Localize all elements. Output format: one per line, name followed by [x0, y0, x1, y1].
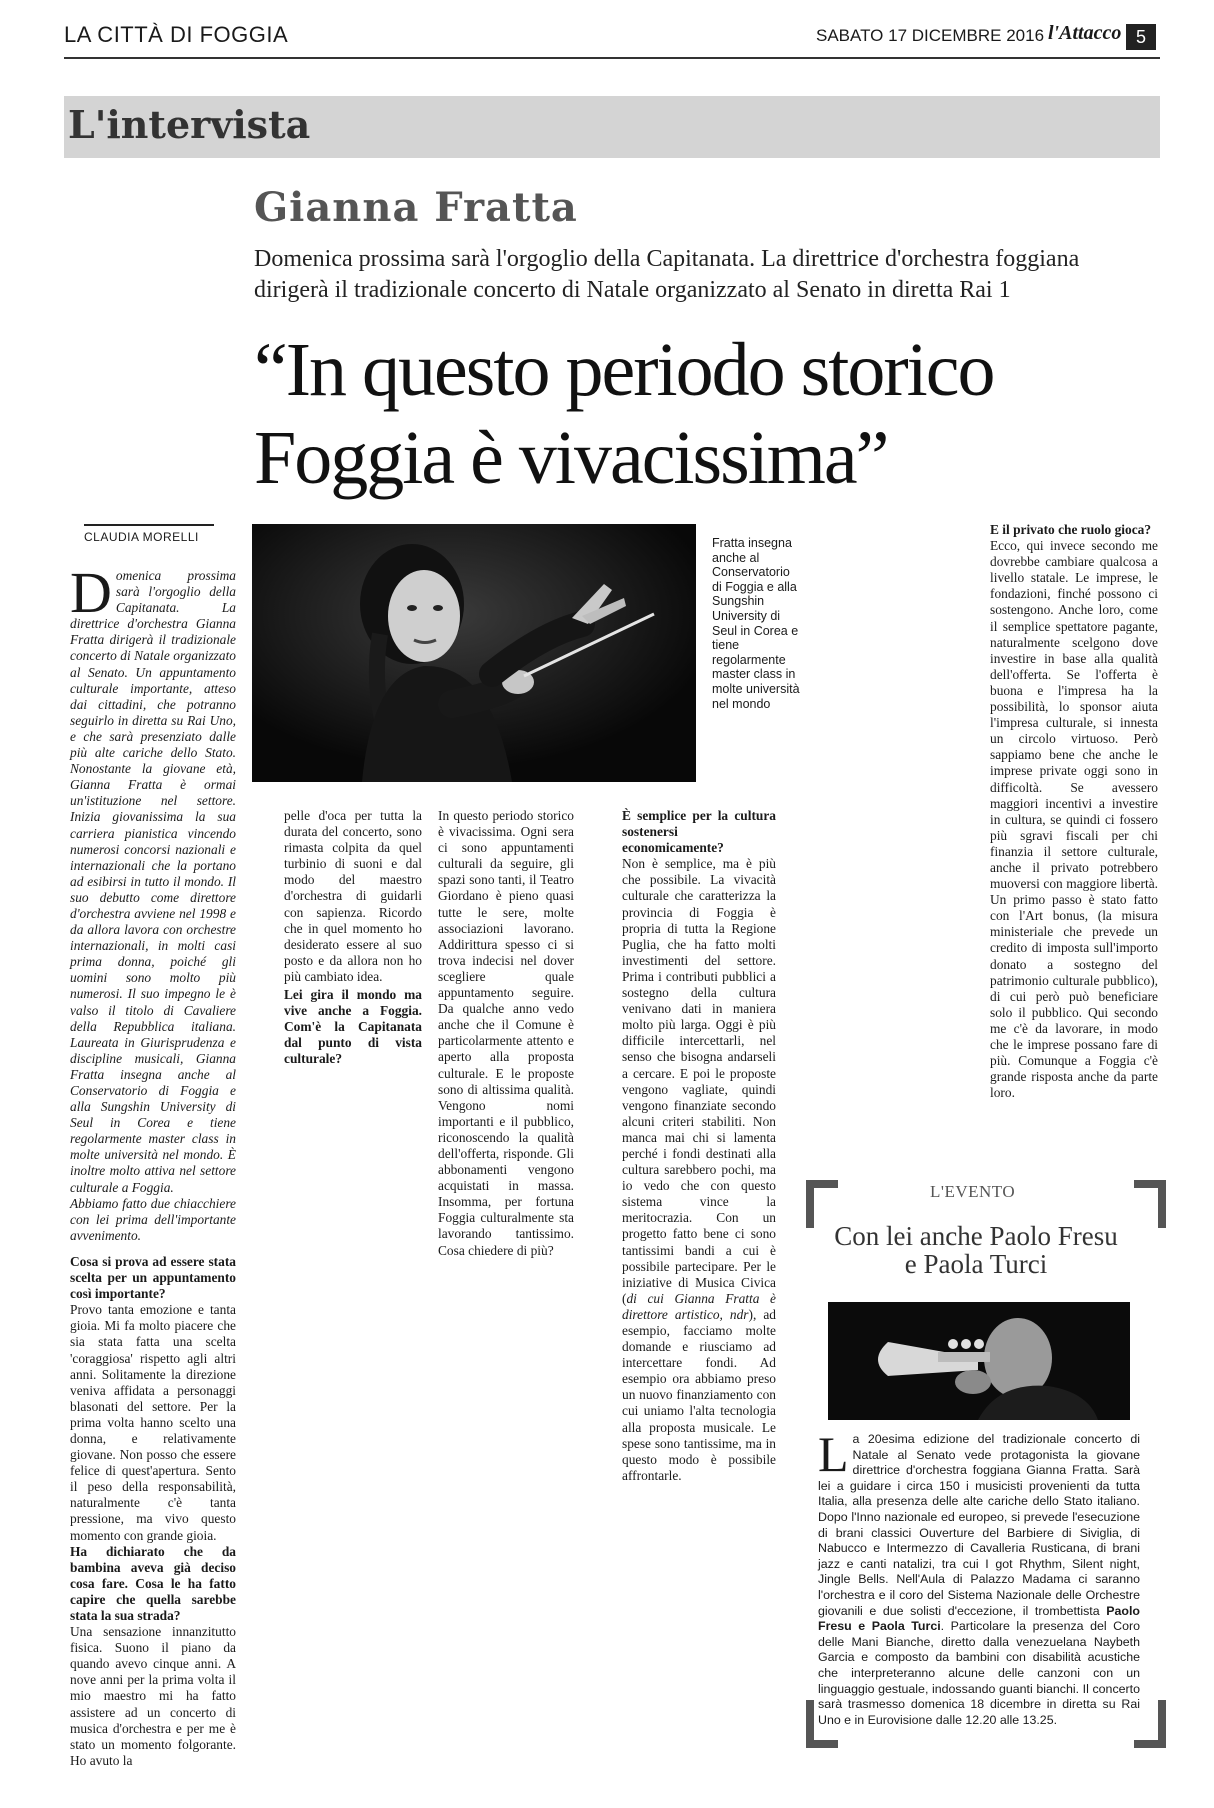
conductor-photo-illustration [252, 524, 696, 782]
answer-2-continued: pelle d'oca per tutta la durata del concerto, sono rimasta colpita da quel turbinio di suoni e dal modo del maestro d'orchestra di guidarli con sapienza. Ricordo che in quel momento ho desiderato essere al suo posto e da allora non ho più cambiato idea. [284, 808, 422, 984]
event-title: Con lei anche Paolo Fresu e Paola Turci [834, 1221, 1118, 1279]
event-drop-cap: L [818, 1426, 849, 1482]
answer-3: In questo periodo storico è vivacissima. Ogni sera ci sono appuntamenti culturali da seguire, gli spazi sono tanti, il Teatro Giordano è pieno quasi tutte le sere, molte associazioni lavorano. Addirittura spesso ci si trova indecisi nel dover scegliere quale appuntamento seguire. Da qualche anno vedo anche che il Comune è particolarmente attento e aperto alla proposta culturale. E le proposte sono di altissima qualità. Vengono nomi importanti e il pubblico, riconoscendo la qualità dell'offerta, risponde. Gli abbonamenti vengono acquistati in massa. Insomma, per fortuna Foggia culturalmente sta lavorando tantissimo. Cosa chiedere di più? [438, 808, 574, 1258]
byline-rule [84, 524, 214, 526]
question-1: Cosa si prova ad essere stata scelta per un appuntamento così importante? [70, 1253, 236, 1302]
article-column-4 [622, 808, 776, 1484]
headline-line-2: Foggia è vivacissima” [254, 416, 888, 500]
page-number: 5 [1126, 24, 1156, 50]
answer-4 [622, 856, 776, 1484]
byline: CLAUDIA MORELLI [84, 530, 199, 544]
issue-date: SABATO 17 DICEMBRE 2016 [816, 26, 1045, 45]
event-text [818, 1426, 1141, 1728]
article-column-1 [70, 560, 236, 1769]
box-corner-top-left [806, 1180, 838, 1228]
event-kicker: L'EVENTO [930, 1182, 1016, 1201]
answer-4-note: di cui Gianna Fratta è direttore artistico, ndr [622, 1290, 776, 1322]
event-text-start: a 20esima edizione del tradizionale concerto di Natale al Senato vede protagonista la giovane direttrice d'orchestra foggiana Gianna Fratta. Sarà lei a guidare i circa 150 i musicisti provenienti da tutta Italia, alla presenza delle alte cariche dello Stato italiano. Dopo l'Inno nazionale ed europeo, si prevede l'esecuzione di brani classici Ouverture del Barbiere di Siviglia, di Nabucco e Intermezzo di Cavalleria Rusticana, di brani jazz e canti natalizi, tra cui I got Rhythm, Silent night, Jingle Bells. Nell'Aula di Palazzo Madama ci saranno l'orchestra e il coro del Sistema Nazionale delle Orchestre giovanili e due solisti d'eccezione, il trombettista [818, 1432, 1140, 1618]
question-3: Lei gira il mondo ma vive anche a Foggia. Com'è la Capitanata dal punto di vista culturale? [284, 987, 422, 1067]
question-5: E il privato che ruolo gioca? [990, 522, 1152, 537]
article-headline [254, 326, 1174, 502]
article-column-2 [284, 808, 422, 1068]
intro-text: omenica prossima sarà l'orgoglio della Capitanata. La direttrice d'orchestra Gianna Fratta dirigerà il tradizionale concerto di Natale organizzato al Senato. Un appuntamento culturale importante, atteso dai cittadini, che potranno seguirlo in diretta su Rai Uno, e che sarà presenziato dalle più alte cariche dello Stato. Nonostante la giovane età, Gianna Fratta è ormai un'istituzione nel settore. Inizia giovanissima la sua carriera pianistica vincendo numerosi concorsi nazionali e internazionali che la portano ad esibirsi in tutto il mondo. Il suo debutto come direttore d'orchestra avviene nel 1998 e da allora lavora con orchestre internazionali, in molti casi prima donna, poiché gli uomini sono molto più numerosi. Il suo impegno le è valso il titolo di Cavaliere della Repubblica italiana. Laureata in Giurisprudenza e discipline musicali, Gianna Fratta insegna anche al Conservatorio di Foggia e alla Sungshin University di Seul in Corea e tiene regolarmente master class in molte università nel mondo. È inoltre molto attiva nel settore culturale a Foggia. [70, 568, 236, 1195]
article-deck: Domenica prossima sarà l'orgoglio della Capitanata. La direttrice d'orchestra foggiana dirigerà il tradizionale concerto di Natale organizzato al Senato in diretta Rai 1 [254, 246, 1080, 303]
rubric-title: L'intervista [68, 102, 311, 147]
trumpeter-photo-illustration [828, 1302, 1130, 1420]
interviewee-name: Gianna Fratta [254, 184, 578, 231]
box-corner-top-right [1134, 1180, 1166, 1228]
drop-cap: D [70, 560, 112, 625]
spacer [70, 1244, 236, 1254]
answer-4-end: ), ad esempio, facciamo molte domande e riusciamo ad intercettare fondi. Ad esempio ora abbiamo preso un nuovo finanziamento con cui uniamo l'alta tecnologia alla proposta musicale. Le spese sono tantissime, ma in questo modo è possibile affrontarle. [622, 1306, 776, 1483]
photo-caption: Fratta insegna anche al Conservatorio di Foggia e alla Sungshin University di Seul in Corea e tiene regolarmente master class in molte università nel mondo [712, 536, 800, 711]
header-rule [64, 57, 1160, 59]
answer-1: Provo tanta emozione e tanta gioia. Mi fa molto piacere che sia stata fatta una scelta 'coraggiosa' rispetto agli altri anni. Solitamente la direzione veniva affidata a personaggi blasonati del settore. Per la prima volta hanno scelto una donna, e relativamente giovane. Non posso che essere felice di quest'apertura. Sento il peso della responsabilità, naturalmente c'è tanta pressione, ma vivo questo momento con grande gioia. [70, 1302, 236, 1543]
answer-2: Una sensazione innanzitutto fisica. Suono il piano da quando avevo cinque anni. A nove anni per la prima volta il mio maestro mi ha fatto assistere ad un concerto di musica d'orchestra e per me è stato un momento folgorante. Ho avuto la [70, 1624, 236, 1768]
answer-5: Ecco, qui invece secondo me dovrebbe cambiare qualcosa a livello statale. Le imprese, le fondazioni, finché possono ci sostengono. Anche loro, come il semplice spettatore pagante, naturalmente scelgono dove investire in base alla qualità dell'offerta. Se l'offerta è buona e l'impresa ha la possibilità, lo sponsor aiuta l'impresa culturale, si innesta un circolo virtuoso. Però sappiamo bene che anche le imprese private oggi sono in difficoltà. Se avessero maggiori incentivi a investire in cultura, se quindi ci fossero più sgravi fiscali per chi finanzia il settore culturale, anche il privato potrebbero muoversi con maggiore libertà. Un primo passo è stato fatto con l'Art bonus, (la misura ministeriale che prevede un credito di imposta sull'importo donato a sostegno del patrimonio culturale pubblico), di cui però può beneficiare solo il pubblico. Qui secondo me c'è da lavorare, in modo che le imprese possano fare di più. Comunque a Foggia c'è grande risposta anche da parte loro. [990, 538, 1158, 1101]
answer-4-text: Non è semplice, ma è più che possibile. La vivacità culturale che caratterizza la provincia di Foggia è propria di tutta la Regione Puglia, che ha fatto molti investimenti del settore. Prima i contributi pubblici a sostegno della cultura venivano dati in maniera molto più larga. Oggi è più difficile intercettarli, nel senso che bisogna andarseli a cercare. E poi le proposte vengono vagliate, quindi vengono finanziate secondo alcuni criteri stabiliti. Non manca mai chi si lamenta perché i fondi destinati alla cultura sarebbero pochi, ma io vedo che con questo sistema vince la meritocrazia. Con un progetto fatto bene ci sono tantissimi bandi a cui è possibile partecipare. Per le iniziative di Musica Civica ( [622, 856, 776, 1306]
intro-paragraph [70, 560, 236, 1196]
question-4: È semplice per la cultura sostenersi economicamente? [622, 808, 776, 856]
article-column-3 [438, 808, 574, 1259]
newspaper-logo: l'Attacco [1048, 22, 1122, 44]
event-text-names: Paolo Fresu e Paola Turci [818, 1603, 1140, 1634]
section-name: LA CITTÀ DI FOGGIA [64, 22, 289, 47]
intro-closing: Abbiamo fatto due chiacchiere con lei prima dell'importante avvenimento. [70, 1195, 236, 1243]
event-text-end: . Particolare la presenza del Coro delle Mani Bianche, diretto dalla venezuelana Naybeth Garcia e composto da bambini con disabilità acustiche che interpreteranno alcune delle canzoni con un linguaggio gestuale, indossando guanti bianchi. Il concerto sarà trasmesso domenica 18 dicembre in diretta su Rai Uno e in Eurovisione dalle 12.20 alle 13.25. [818, 1619, 1141, 1727]
question-2: Ha dichiarato che da bambina aveva già deciso cosa fare. Cosa le ha fatto capire che quella sarebbe stata la sua strada? [70, 1543, 236, 1623]
article-column-6 [990, 522, 1158, 1101]
headline-line-1: “In questo periodo storico [254, 328, 994, 412]
conductor-photo [252, 524, 696, 782]
trumpeter-photo [828, 1302, 1130, 1420]
